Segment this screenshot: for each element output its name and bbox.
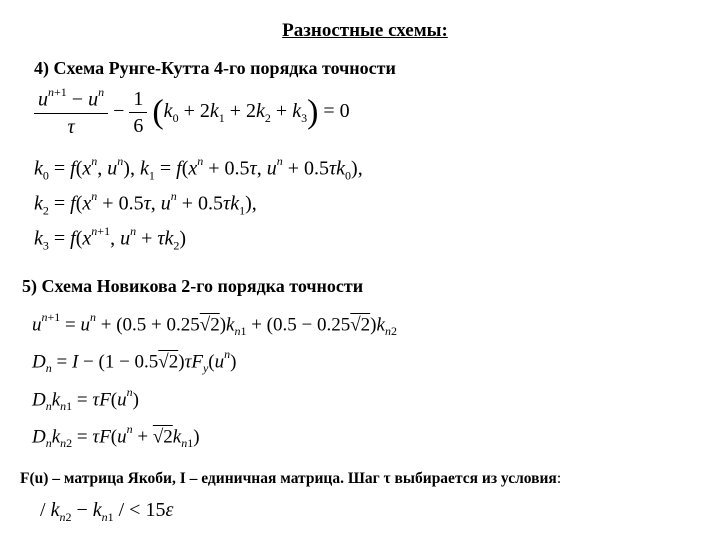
section-4-heading: 4) Схема Рунге-Кутта 4-го порядка точности <box>34 58 396 78</box>
rk4-k2-equation: $k_2 = f(x^n + 0.5\tau$, $u^n + 0.5\tau k_1$), <box>34 189 257 218</box>
step-condition-formula: / $k_{n2} - k_{n1}$ / < 15ε <box>40 499 174 524</box>
note-text: F(u) – матрица Якоби, I – единичная матрица. Шаг τ выбирается из условия <box>20 470 557 487</box>
note-colon: : <box>556 470 562 487</box>
novikov-eq-2: $D_n = I - (1 - 0.5√2)\tau F_y(u^n)$ <box>32 347 237 376</box>
section-5-heading: 5) Схема Новикова 2-го порядка точности <box>22 276 364 296</box>
page-title: Разностные схемы: <box>282 20 448 41</box>
rk4-main-equation: $\frac{u^{n+1} - u^n}{\tau}$ − $\frac{1}{6}$ $(k_0 + 2k_1 + 2k_2 + k_3) = 0$ <box>34 88 350 137</box>
novikov-eq-1: $u^{n+1} = u^n + (0.5 + 0.25√2)k_{n1} + (0.5 - 0.25√2)k_{n2}$ <box>32 310 397 339</box>
step-condition-note <box>20 470 561 488</box>
rk4-k3-equation: $k_3 = f(x^{n+1}$, $u^n + \tau k_2$) <box>34 224 187 253</box>
rk4-k0-k1-equation: $k_0 = f(x^n$, $u^n$), $k_1 = f(x^n + 0.5\tau$, $u^n + 0.5\tau k_0$), <box>34 154 363 183</box>
novikov-eq-4: $D_nk_{n2} = \tau F(u^n + √2k_{n1})$ <box>32 422 200 451</box>
novikov-eq-3: $D_nk_{n1} = \tau F(u^n)$ <box>32 385 139 414</box>
